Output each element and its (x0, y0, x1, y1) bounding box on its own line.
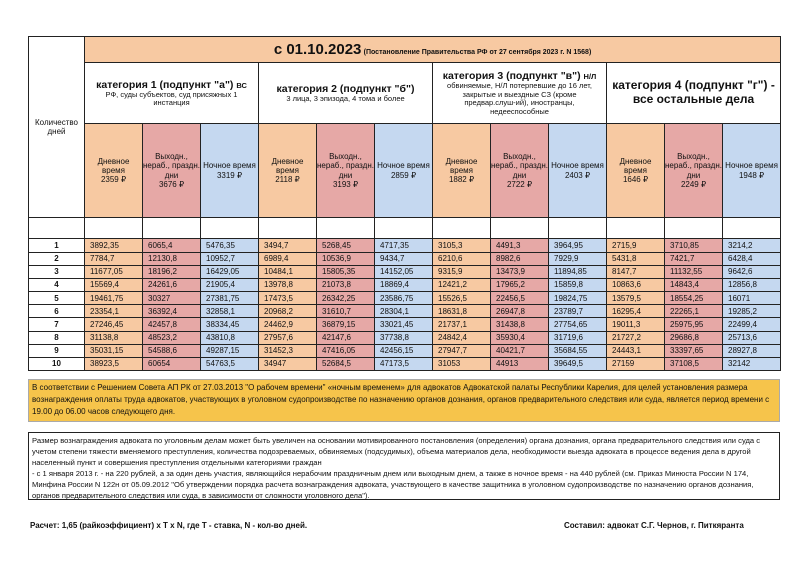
fee-cell: 12421,2 (433, 278, 491, 291)
fee-cell: 16071 (723, 292, 781, 305)
fee-cell: 31610,7 (317, 305, 375, 318)
fee-cell: 26947,8 (491, 305, 549, 318)
table-row (29, 278, 781, 291)
fee-cell: 15569,4 (85, 278, 143, 291)
fee-cell: 38334,45 (201, 318, 259, 331)
rate-label: Дневное время (97, 156, 130, 175)
rate-header (491, 124, 549, 218)
rate-value: 2118 ₽ (275, 175, 300, 185)
fee-table (28, 36, 781, 371)
fee-cell: 28927,8 (723, 344, 781, 357)
fee-cell: 21737,1 (433, 318, 491, 331)
category-title-text: категория 3 (подпункт "в") (442, 69, 581, 82)
fee-cell: 11677,05 (85, 265, 143, 278)
fee-cell: 48523,2 (143, 331, 201, 344)
category-description: 3 лица, 3 эпизода, 4 тома и более (286, 93, 405, 103)
fee-cell: 7784,7 (85, 252, 143, 265)
fee-cell: 42457,8 (143, 318, 201, 331)
fee-cell: 30327 (143, 292, 201, 305)
fee-cell: 36879,15 (317, 318, 375, 331)
fee-cell: 42456,15 (375, 344, 433, 357)
fee-cell: 7929,9 (549, 252, 607, 265)
empty-cell (607, 218, 665, 239)
fee-cell: 32142 (723, 357, 781, 370)
fee-cell: 25713,6 (723, 331, 781, 344)
calc-formula: Расчет: 1,65 (райкоэффициент) х Т х N, где Т - ставка, N - кол-во дней. (30, 521, 308, 530)
rate-value: 1646 ₽ (622, 175, 649, 185)
fee-cell: 18631,8 (433, 305, 491, 318)
table-row (29, 344, 781, 357)
fee-cell: 15805,35 (317, 265, 375, 278)
fee-cell: 6428,4 (723, 252, 781, 265)
rate-header (259, 124, 317, 218)
rate-label: Дневное время (445, 156, 478, 175)
category-title-text: категория 1 (подпункт "а") (96, 78, 234, 91)
empty-cell (143, 218, 201, 239)
rate-header (549, 124, 607, 218)
category-description: обвиняемые, Н/Л потерпевшие до 16 лет, закрытые и выездные СЗ (кроме предвар.слуш-ий), иностранцы, недееспособные (447, 80, 592, 116)
rate-label: Выходн., нераб., праздн. дни (491, 152, 548, 180)
fee-cell: 21727,2 (607, 331, 665, 344)
fee-cell: 12856,8 (723, 278, 781, 291)
day-count-cell: 1 (29, 239, 85, 252)
fee-cell: 3892,35 (85, 239, 143, 252)
category-description: РФ, суды субъектов, суд присяжных 1 инстанция (105, 89, 238, 108)
fee-cell: 24443,1 (607, 344, 665, 357)
table-row (29, 252, 781, 265)
fee-cell: 28304,1 (375, 305, 433, 318)
empty-cell (317, 218, 375, 239)
fee-cell: 37738,8 (375, 331, 433, 344)
fee-cell: 24842,4 (433, 331, 491, 344)
rate-label: Выходн., нераб., праздн. дни (143, 152, 200, 180)
fee-cell: 47416,05 (317, 344, 375, 357)
fee-cell: 19011,3 (607, 318, 665, 331)
fee-cell: 13579,5 (607, 292, 665, 305)
fee-cell: 18869,4 (375, 278, 433, 291)
fee-cell: 19824,75 (549, 292, 607, 305)
fee-cell: 10863,6 (607, 278, 665, 291)
table-row (29, 292, 781, 305)
empty-cell (433, 218, 491, 239)
empty-cell (375, 218, 433, 239)
rate-label: Ночное время (725, 161, 778, 171)
table-row (29, 331, 781, 344)
rate-label: Ночное время (551, 161, 604, 171)
table-row (29, 265, 781, 278)
fee-cell: 6210,6 (433, 252, 491, 265)
fee-cell: 9642,6 (723, 265, 781, 278)
increase-note (28, 432, 780, 500)
day-count-cell: 9 (29, 344, 85, 357)
fee-cell: 27159 (607, 357, 665, 370)
category-3-header (433, 63, 607, 124)
fee-cell: 27381,75 (201, 292, 259, 305)
category-title-text: категория 2 (подпункт "б") (276, 82, 415, 95)
increase-note-detail: - с 1 января 2013 г. - на 220 рублей, а за один день участия, являющийся нерабочим праздничным днем или выходным днем, а также в ночное время - на 440 рублей (см. Приказ Минюста России N 174, Минфина России N 122н от 05.09.2012 "Об утверждении порядка расчета вознаграждения адвоката, участвующего в качестве защитника в уголовном судопроизводстве по назначению органов дознания, органов предварительного следствия или суда, в зависимости от сложности уголовного дела"). (32, 469, 754, 500)
fee-cell: 3214,2 (723, 239, 781, 252)
rate-header (607, 124, 665, 218)
rate-label: Выходн., нераб., праздн. дни (665, 152, 722, 180)
rate-label: Ночное время (377, 161, 430, 171)
category-title-tail: ВС (236, 80, 247, 90)
rate-value: 1882 ₽ (448, 175, 475, 185)
rate-header (85, 124, 143, 218)
fee-cell: 17965,2 (491, 278, 549, 291)
fee-cell: 9315,9 (433, 265, 491, 278)
fee-cell: 8147,7 (607, 265, 665, 278)
fee-cell: 4491,3 (491, 239, 549, 252)
fee-cell: 18554,25 (665, 292, 723, 305)
day-count-cell: 4 (29, 278, 85, 291)
empty-cell (201, 218, 259, 239)
fee-cell: 11894,85 (549, 265, 607, 278)
empty-cell (85, 218, 143, 239)
spacer-row (29, 218, 781, 239)
fee-cell: 6065,4 (143, 239, 201, 252)
night-time-note: В соответствии с Решением Совета АП РК от 27.03.2013 "О рабочем времени" «ночным временем» для адвокатов Адвокатской палаты Республики Карелия, для целей установления размера вознаграждения оплаты труда адвокатов, участвующих в уголовном судопроизводстве по назначению органов дознания, органов предварительного следствия или суда, является период времени с 19.00 до 06.00 часов следующего дня. (28, 379, 780, 422)
fee-cell: 34947 (259, 357, 317, 370)
rate-label: Дневное время (271, 156, 304, 175)
fee-cell: 21905,4 (201, 278, 259, 291)
fee-cell: 36392,4 (143, 305, 201, 318)
fee-cell: 13978,8 (259, 278, 317, 291)
fee-cell: 35031,15 (85, 344, 143, 357)
empty-cell (29, 218, 85, 239)
empty-cell (549, 218, 607, 239)
fee-cell: 33021,45 (375, 318, 433, 331)
rate-value: 2359 ₽ (100, 175, 127, 185)
category-2-header (259, 63, 433, 124)
date-title: с 01.10.2023 (273, 41, 362, 59)
rate-header (723, 124, 781, 218)
table-row (29, 357, 781, 370)
fee-cell: 7421,7 (665, 252, 723, 265)
empty-cell (665, 218, 723, 239)
fee-cell: 22499,4 (723, 318, 781, 331)
fee-cell: 13473,9 (491, 265, 549, 278)
fee-cell: 43810,8 (201, 331, 259, 344)
fee-cell: 23586,75 (375, 292, 433, 305)
fee-cell: 24462,9 (259, 318, 317, 331)
fee-cell: 10484,1 (259, 265, 317, 278)
fee-cell: 40421,7 (491, 344, 549, 357)
fee-cell: 19461,75 (85, 292, 143, 305)
fee-cell: 27754,65 (549, 318, 607, 331)
rate-header (433, 124, 491, 218)
fee-cell: 3494,7 (259, 239, 317, 252)
fee-cell: 22265,1 (665, 305, 723, 318)
qty-days-header: Количество дней (29, 37, 85, 218)
rate-value: 3676 ₽ (158, 179, 185, 189)
category-4-header (607, 63, 781, 124)
rate-label: Ночное время (203, 161, 256, 171)
fee-cell: 31138,8 (85, 331, 143, 344)
fee-cell: 14843,4 (665, 278, 723, 291)
fee-cell: 31438,8 (491, 318, 549, 331)
fee-cell: 18196,2 (143, 265, 201, 278)
empty-cell (491, 218, 549, 239)
rate-value: 2249 ₽ (680, 179, 707, 189)
table-row (29, 305, 781, 318)
fee-cell: 29686,8 (665, 331, 723, 344)
day-count-cell: 2 (29, 252, 85, 265)
category-1-header (85, 63, 259, 124)
fee-cell: 5431,8 (607, 252, 665, 265)
fee-cell: 19285,2 (723, 305, 781, 318)
rate-label: Выходн., нераб., праздн. дни (317, 152, 374, 180)
fee-cell: 32858,1 (201, 305, 259, 318)
fee-cell: 23789,7 (549, 305, 607, 318)
day-count-cell: 8 (29, 331, 85, 344)
fee-cell: 6989,4 (259, 252, 317, 265)
fee-cell: 23354,1 (85, 305, 143, 318)
day-count-cell: 3 (29, 265, 85, 278)
category-title (610, 79, 777, 107)
rate-label: Дневное время (619, 156, 652, 175)
day-count-cell: 7 (29, 318, 85, 331)
day-count-cell: 5 (29, 292, 85, 305)
fee-cell: 14152,05 (375, 265, 433, 278)
rate-header (665, 124, 723, 218)
fee-cell: 16429,05 (201, 265, 259, 278)
rate-value: 2403 ₽ (564, 170, 591, 180)
fee-cell: 42147,6 (317, 331, 375, 344)
fee-cell: 27957,6 (259, 331, 317, 344)
fee-cell: 35684,55 (549, 344, 607, 357)
fee-cell: 20968,2 (259, 305, 317, 318)
fee-cell: 10536,9 (317, 252, 375, 265)
table-row (29, 239, 781, 252)
fee-cell: 27947,7 (433, 344, 491, 357)
fee-cell: 31452,3 (259, 344, 317, 357)
fee-cell: 11132,55 (665, 265, 723, 278)
fee-cell: 39649,5 (549, 357, 607, 370)
fee-cell: 17473,5 (259, 292, 317, 305)
rate-header (317, 124, 375, 218)
increase-note-main: Размер вознаграждения адвоката по уголовным делам может быть увеличен на основании мотивированного постановления (определения) органа дознания, органа предварительного следствия или суда с учетом степени тяжести вменяемого преступления, количества подозреваемых, обвиняемых (подсудимых), объема материалов дела, необходимости выезда адвоката в процессе ведения дела в другой населенный пункт и совершения преступления отдельными категориями граждан (32, 436, 761, 467)
rate-header (143, 124, 201, 218)
category-title-text: категория 4 (подпункт "г") - все остальные дела (612, 78, 775, 107)
fee-cell: 35930,4 (491, 331, 549, 344)
fee-cell: 9434,7 (375, 252, 433, 265)
fee-cell: 5476,35 (201, 239, 259, 252)
fee-cell: 44913 (491, 357, 549, 370)
fee-cell: 31053 (433, 357, 491, 370)
fee-cell: 15526,5 (433, 292, 491, 305)
fee-cell: 12130,8 (143, 252, 201, 265)
fee-cell: 3710,85 (665, 239, 723, 252)
empty-cell (259, 218, 317, 239)
fee-cell: 33397,65 (665, 344, 723, 357)
fee-cell: 47173,5 (375, 357, 433, 370)
day-count-cell: 6 (29, 305, 85, 318)
fee-cell: 15859,8 (549, 278, 607, 291)
rate-value: 2859 ₽ (390, 170, 417, 180)
fee-cell: 52684,5 (317, 357, 375, 370)
table-row (29, 318, 781, 331)
fee-cell: 54763,5 (201, 357, 259, 370)
fee-cell: 25975,95 (665, 318, 723, 331)
rate-value: 3319 ₽ (216, 170, 243, 180)
fee-cell: 38923,5 (85, 357, 143, 370)
rate-header (201, 124, 259, 218)
rate-value: 1948 ₽ (738, 170, 765, 180)
author-credit: Составил: адвокат С.Г. Чернов, г. Питкяранта (564, 521, 744, 530)
day-count-cell: 10 (29, 357, 85, 370)
fee-cell: 54588,6 (143, 344, 201, 357)
rate-value: 2722 ₽ (506, 179, 533, 189)
fee-cell: 26342,25 (317, 292, 375, 305)
rate-value: 3193 ₽ (332, 179, 359, 189)
fee-cell: 21073,8 (317, 278, 375, 291)
fee-cell: 16295,4 (607, 305, 665, 318)
decree-ref: (Постановление Правительства РФ от 27 сентября 2023 г. N 1568) (363, 49, 592, 57)
category-title-tail: Н/Л (583, 71, 597, 81)
fee-cell: 31719,6 (549, 331, 607, 344)
fee-cell: 60654 (143, 357, 201, 370)
fee-cell: 49287,15 (201, 344, 259, 357)
fee-cell: 22456,5 (491, 292, 549, 305)
date-header (85, 37, 781, 63)
fee-cell: 8982,6 (491, 252, 549, 265)
empty-cell (723, 218, 781, 239)
fee-cell: 27246,45 (85, 318, 143, 331)
fee-cell: 4717,35 (375, 239, 433, 252)
fee-cell: 5268,45 (317, 239, 375, 252)
rate-header (375, 124, 433, 218)
fee-cell: 2715,9 (607, 239, 665, 252)
fee-cell: 24261,6 (143, 278, 201, 291)
fee-cell: 3105,3 (433, 239, 491, 252)
category-title (88, 79, 255, 91)
fee-cell: 10952,7 (201, 252, 259, 265)
fee-cell: 37108,5 (665, 357, 723, 370)
fee-cell: 3964,95 (549, 239, 607, 252)
